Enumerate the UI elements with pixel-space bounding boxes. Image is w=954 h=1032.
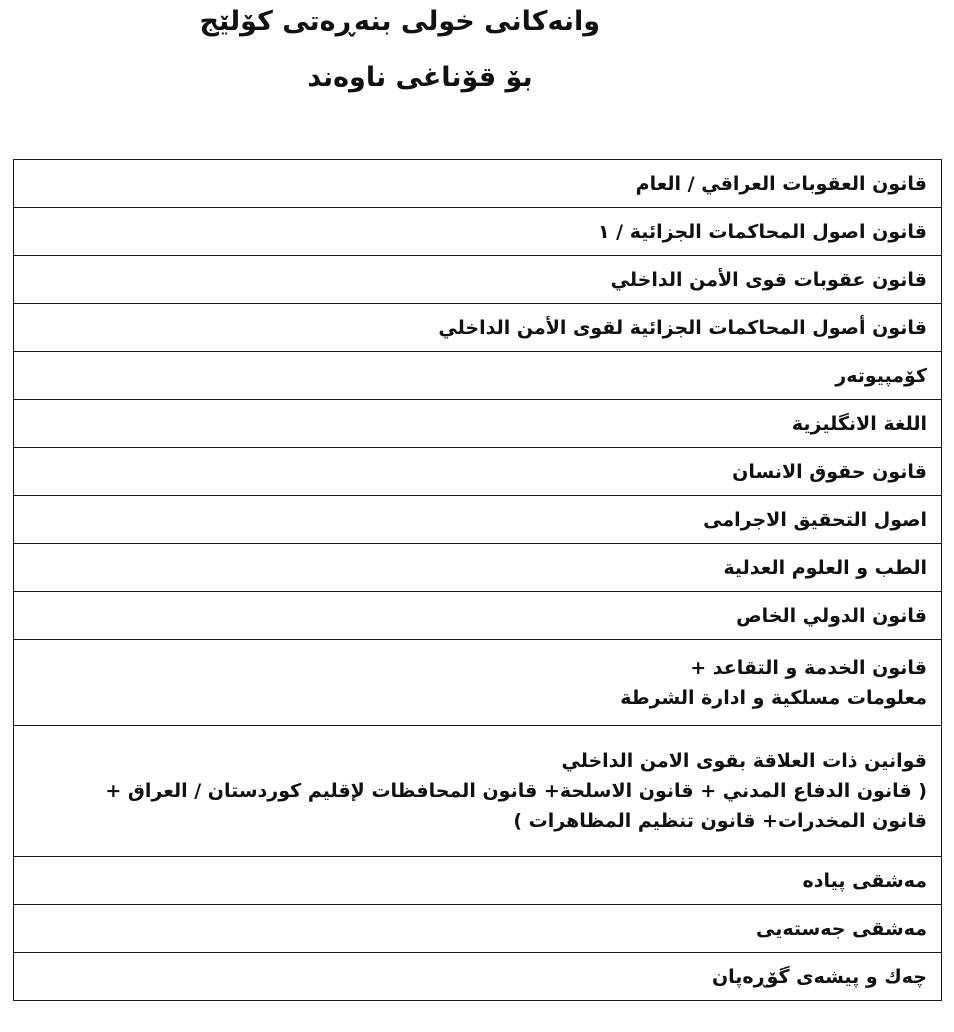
course-cell (14, 953, 942, 1001)
course-cell (14, 448, 942, 496)
course-cell (14, 256, 942, 304)
course-cell (14, 544, 942, 592)
course-name: اللغة الانگليزية (791, 412, 927, 435)
course-cell (14, 640, 942, 726)
course-name: قانون حقوق الانسان (732, 460, 927, 483)
course-name: چەك و پیشەی گۆڕەپان (711, 965, 927, 988)
course-table (13, 159, 942, 1001)
page-title: وانەکانی خولی بنەڕەتی کۆلێج (199, 6, 600, 37)
table-row (14, 640, 942, 726)
course-cell (14, 352, 942, 400)
course-name: قوانين ذات العلاقة بقوى الامن الداخلي (561, 750, 927, 772)
course-cell (14, 592, 942, 640)
course-name-continued: قانون المخدرات+ قانون تنظيم المظاهرات ) (513, 810, 927, 832)
course-name-continued: ( قانون الدفاع المدني + قانون الاسلحة+ قانون المحافظات لإقليم كوردستان / العراق + (105, 780, 927, 802)
table-row (14, 448, 942, 496)
course-cell (14, 400, 942, 448)
course-name: قانون الدولي الخاص (736, 604, 927, 627)
course-name: اصول التحقيق الاجرامى (703, 508, 927, 531)
course-name-continued: معلومات مسلكية و ادارة الشرطة (620, 686, 927, 709)
table-row (14, 496, 942, 544)
table-row (14, 905, 942, 953)
table-row (14, 592, 942, 640)
title-block (0, 0, 954, 150)
course-name: مەشقی پیادە (802, 869, 927, 892)
course-cell (14, 160, 942, 208)
course-cell (14, 857, 942, 905)
table-row (14, 160, 942, 208)
table-row (14, 352, 942, 400)
table-row (14, 208, 942, 256)
table-row (14, 304, 942, 352)
course-name: قانون العقوبات العراقي / العام (635, 172, 927, 195)
course-cell (14, 726, 942, 857)
course-name: كۆمپیوتەر (835, 364, 927, 387)
course-cell (14, 304, 942, 352)
table-row (14, 544, 942, 592)
course-name: قانون أصول المحاكمات الجزائية لقوى الأمن الداخلي (438, 316, 927, 339)
course-name: قانون عقوبات قوى الأمن الداخلي (610, 268, 927, 291)
course-name: الطب و العلوم العدلية (723, 556, 927, 579)
table-row (14, 726, 942, 857)
table-row (14, 953, 942, 1001)
course-cell (14, 496, 942, 544)
course-cell (14, 905, 942, 953)
course-name: مەشقی جەستەیی (755, 917, 927, 940)
table-row (14, 857, 942, 905)
table-row (14, 400, 942, 448)
course-name: قانون الخدمة و التقاعد + (690, 656, 927, 679)
page-subtitle: بۆ قۆناغی ناوەند (307, 62, 533, 93)
table-row (14, 256, 942, 304)
course-name: قانون اصول المحاكمات الجزائية / ۱ (597, 220, 927, 243)
course-cell (14, 208, 942, 256)
